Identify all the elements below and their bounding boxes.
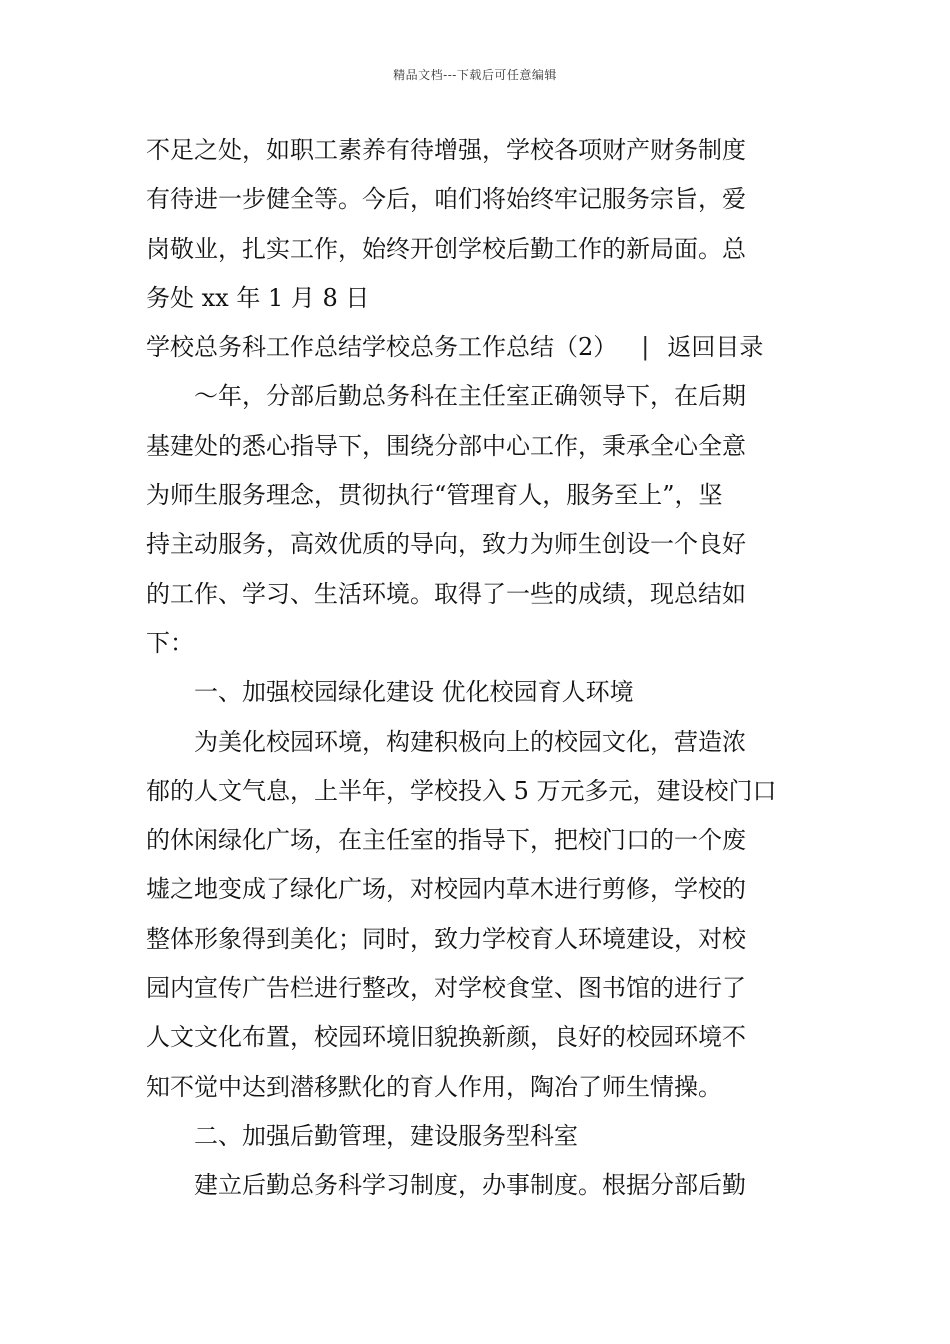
text-line: 有待进一步健全等。今后，咱们将始终牢记服务宗旨，爱 bbox=[146, 185, 746, 214]
paragraph-line: 下： bbox=[146, 628, 194, 657]
paragraph-line: 的工作、学习、生活环境。取得了一些的成绩，现总结如 bbox=[146, 579, 746, 608]
text-line: 务处 xx 年 1 月 8 日 bbox=[146, 283, 370, 312]
section-heading: 一、加强校园绿化建设 优化校园育人环境 bbox=[194, 678, 634, 707]
paragraph-line: 为师生服务理念，贯彻执行“管理育人，服务至上”，坚 bbox=[146, 481, 723, 510]
page-header: 精品文档---下载后可任意编辑 bbox=[393, 68, 557, 82]
paragraph-line: 整体形象得到美化；同时，致力学校育人环境建设，对校 bbox=[146, 924, 746, 953]
paragraph-line: 建立后勤总务科学习制度，办事制度。根据分部后勤 bbox=[194, 1171, 746, 1200]
back-to-toc-link[interactable]: 返回目录 bbox=[667, 333, 764, 362]
paragraph-line: 园内宣传广告栏进行整改，对学校食堂、图书馆的进行了 bbox=[146, 974, 746, 1003]
paragraph-line: 的休闲绿化广场，在主任室的指导下，把校门口的一个废 bbox=[146, 826, 746, 855]
paragraph-line: 人文文化布置，校园环境旧貌换新颜，良好的校园环境不 bbox=[146, 1023, 746, 1052]
paragraph-line: 知不觉中达到潜移默化的育人作用，陶冶了师生情操。 bbox=[146, 1072, 722, 1101]
text-line: 不足之处，如职工素养有待增强，学校各项财产财务制度 bbox=[146, 136, 746, 164]
paragraph-line: 基建处的悉心指导下，围绕分部中心工作，秉承全心全意 bbox=[146, 431, 746, 460]
paragraph-line: ～年，分部后勤总务科在主任室正确领导下，在后期 bbox=[194, 382, 746, 411]
document-body bbox=[146, 126, 806, 1211]
separator: | bbox=[641, 333, 650, 362]
section-title-row bbox=[146, 323, 806, 372]
paragraph-line: 郁的人文气息，上半年，学校投入 5 万元多元，建设校门口 bbox=[146, 776, 777, 805]
section-heading: 二、加强后勤管理，建设服务型科室 bbox=[194, 1121, 578, 1150]
text-line: 岗敬业，扎实工作，始终开创学校后勤工作的新局面。总 bbox=[146, 234, 746, 263]
paragraph-line: 持主动服务，高效优质的导向，致力为师生创设一个良好 bbox=[146, 530, 746, 559]
paragraph-line: 墟之地变成了绿化广场，对校园内草木进行剪修，学校的 bbox=[146, 875, 746, 904]
paragraph-line: 为美化校园环境，构建积极向上的校园文化，营造浓 bbox=[194, 727, 746, 756]
section-title: 学校总务科工作总结学校总务工作总结（2） bbox=[146, 333, 618, 362]
